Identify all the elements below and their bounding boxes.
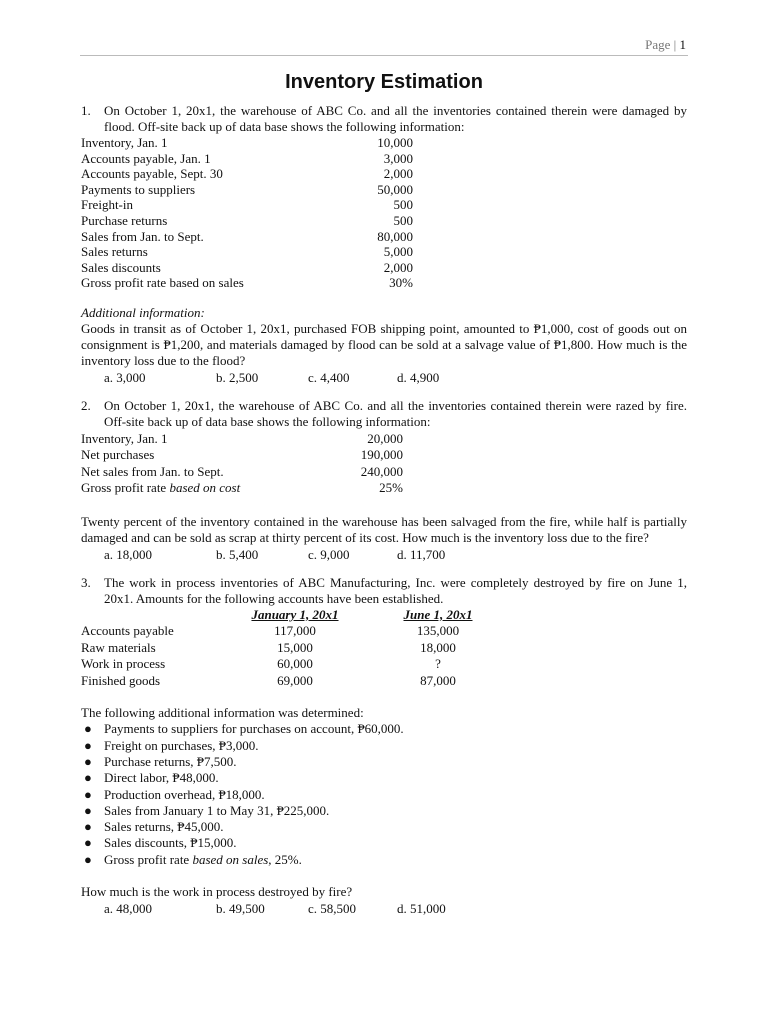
table-row: [81, 166, 687, 182]
row-value: 50,000: [377, 181, 413, 197]
additional-info-text: Goods in transit as of October 1, 20x1, purchased FOB shipping point, amounted to ₱1,000, cost of goods out on consignment is ₱1,200, and materials damaged by flood can be sold at a salvage value of ₱1,800. How much is the inventory loss due to the flood?: [81, 320, 687, 368]
cell-jun: 135,000: [416, 622, 460, 638]
choice-d[interactable]: d. 4,900: [397, 369, 440, 385]
question-2: [81, 398, 687, 563]
choice-a[interactable]: a. 3,000: [104, 369, 146, 385]
question-number: 2.: [81, 397, 91, 413]
bullet-icon: ●: [84, 851, 92, 867]
list-item: ● Freight on purchases, ₱3,000.: [81, 738, 687, 754]
bullet-icon: ●: [84, 770, 92, 786]
row-value: 20,000: [367, 430, 403, 446]
bullet-icon: ●: [84, 737, 92, 753]
question-3: [81, 575, 687, 917]
answer-choices: [81, 369, 687, 386]
row-value: 5,000: [383, 244, 413, 260]
choice-c[interactable]: c. 9,000: [308, 546, 350, 562]
row-value: 190,000: [360, 447, 403, 463]
row-value: 25%: [379, 480, 403, 496]
cell-jan: 15,000: [277, 639, 313, 655]
table-row: [81, 229, 687, 245]
bullet-icon: ●: [84, 753, 92, 769]
row-value: 500: [393, 197, 413, 213]
page-number: Page | 1: [645, 37, 686, 52]
bullet-icon: ●: [84, 786, 92, 802]
question-1: [81, 103, 687, 386]
list-item: ● Purchase returns, ₱7,500.: [81, 754, 687, 770]
table-row: [81, 640, 517, 657]
table-row: [81, 197, 687, 213]
answer-choices: [81, 546, 687, 563]
bullet-icon: ●: [84, 721, 92, 737]
row-label: Inventory, Jan. 1: [81, 430, 168, 446]
row-label: Freight-in: [81, 197, 133, 213]
question-text: On October 1, 20x1, the warehouse of ABC Co. and all the inventories contained therein were razed by fire. Off-site back up of data base shows the following information:: [104, 397, 687, 429]
table-row: [81, 135, 687, 151]
row-value: 240,000: [360, 463, 403, 479]
row-label: Sales discounts: [81, 259, 161, 275]
table-header-row: [81, 607, 517, 623]
document-title: Inventory Estimation: [285, 71, 483, 93]
list-item: ● Sales discounts, ₱15,000.: [81, 835, 687, 851]
list-item: ● Production overhead, ₱18,000.: [81, 787, 687, 803]
row-value: 30%: [389, 275, 413, 291]
row-label: Work in process: [81, 656, 166, 672]
choice-b[interactable]: b. 49,500: [216, 900, 265, 916]
bullet-icon: ●: [84, 835, 92, 851]
row-label: Gross profit rate based on cost: [81, 480, 241, 496]
table-row: [81, 447, 687, 464]
bullet-icon: ●: [84, 819, 92, 835]
row-label: Sales from Jan. to Sept.: [81, 228, 204, 244]
bullet-icon: ●: [84, 802, 92, 818]
row-value: 500: [393, 212, 413, 228]
row-label: Sales returns: [81, 244, 148, 260]
additional-info-list: [81, 721, 687, 868]
question-text: On October 1, 20x1, the warehouse of ABC Co. and all the inventories contained therein were damaged by flood. Off-site back up of data base shows the following information:: [104, 103, 687, 134]
row-value: 10,000: [377, 135, 413, 150]
data-table: [81, 431, 687, 497]
row-label: Finished goods: [81, 672, 161, 688]
cell-jan: 69,000: [277, 672, 313, 688]
choice-d[interactable]: d. 51,000: [397, 900, 446, 916]
list-item: ● Sales from January 1 to May 31, ₱225,000.: [81, 803, 687, 819]
row-label: Gross profit rate based on sales: [81, 275, 244, 291]
page-header: [80, 37, 688, 56]
row-label: Accounts payable, Sept. 30: [81, 166, 223, 182]
row-label: Purchase returns: [81, 212, 168, 228]
row-value: 3,000: [383, 150, 413, 166]
table-row: [81, 656, 517, 673]
row-value: 2,000: [383, 259, 413, 275]
question-number: 3.: [81, 574, 91, 590]
question-prompt: How much is the work in process destroyed by fire?: [81, 883, 353, 899]
choice-b[interactable]: b. 5,400: [216, 546, 259, 562]
row-label: Net purchases: [81, 447, 155, 463]
table-row: [81, 673, 517, 690]
additional-info-intro: The following additional information was determined:: [81, 705, 364, 721]
row-label: Inventory, Jan. 1: [81, 135, 168, 150]
table-row: [81, 275, 687, 291]
document-body: [81, 103, 687, 917]
list-item: ● Sales returns, ₱45,000.: [81, 819, 687, 835]
table-row: [81, 182, 687, 198]
row-label: Raw materials: [81, 639, 156, 655]
choice-a[interactable]: a. 18,000: [104, 546, 153, 562]
row-label: Net sales from Jan. to Sept.: [81, 463, 224, 479]
table-row: [81, 431, 687, 448]
table-row: [81, 260, 687, 276]
question-text: The work in process inventories of ABC Manufacturing, Inc. were completely destroyed by fire on June 1, 20x1. Amounts for the following accounts have been established.: [104, 574, 687, 606]
choice-c[interactable]: c. 58,500: [308, 900, 357, 916]
list-item: ● Payments to suppliers for purchases on account, ₱60,000.: [81, 721, 687, 737]
row-label: Accounts payable, Jan. 1: [81, 150, 211, 166]
cell-jun: 87,000: [420, 672, 456, 688]
row-label: Payments to suppliers: [81, 181, 196, 197]
column-header-jun: June 1, 20x1: [403, 606, 473, 622]
row-value: 80,000: [377, 228, 413, 244]
cell-jun: ?: [435, 656, 441, 672]
choice-a[interactable]: a. 48,000: [104, 900, 153, 916]
additional-info-label: Additional information:: [81, 304, 205, 320]
row-label: Accounts payable: [81, 622, 174, 638]
question-number: 1.: [81, 103, 91, 118]
choice-b[interactable]: b. 2,500: [216, 369, 259, 385]
data-table: [81, 135, 687, 291]
answer-choices: [81, 900, 687, 917]
choice-c[interactable]: c. 4,400: [308, 369, 350, 385]
accounts-table: [81, 607, 517, 689]
column-header-jan: January 1, 20x1: [251, 606, 339, 622]
table-row: [81, 244, 687, 260]
cell-jan: 117,000: [274, 622, 316, 638]
question-paragraph: Twenty percent of the inventory contained in the warehouse has been salvaged from the fire, while half is partially damaged and can be sold as scrap at thirty percent of its cost. How much is the inventory loss due to the fire?: [81, 513, 687, 545]
table-row: [81, 213, 687, 229]
list-item: ● Gross profit rate based on sales, 25%.: [81, 852, 687, 868]
choice-d[interactable]: d. 11,700: [397, 546, 446, 562]
table-row: [81, 464, 687, 481]
cell-jan: 60,000: [277, 656, 313, 672]
cell-jun: 18,000: [420, 639, 456, 655]
list-item: ● Direct labor, ₱48,000.: [81, 770, 687, 786]
table-row: [81, 480, 687, 497]
row-value: 2,000: [383, 166, 413, 182]
table-row: [81, 623, 517, 640]
table-row: [81, 151, 687, 167]
